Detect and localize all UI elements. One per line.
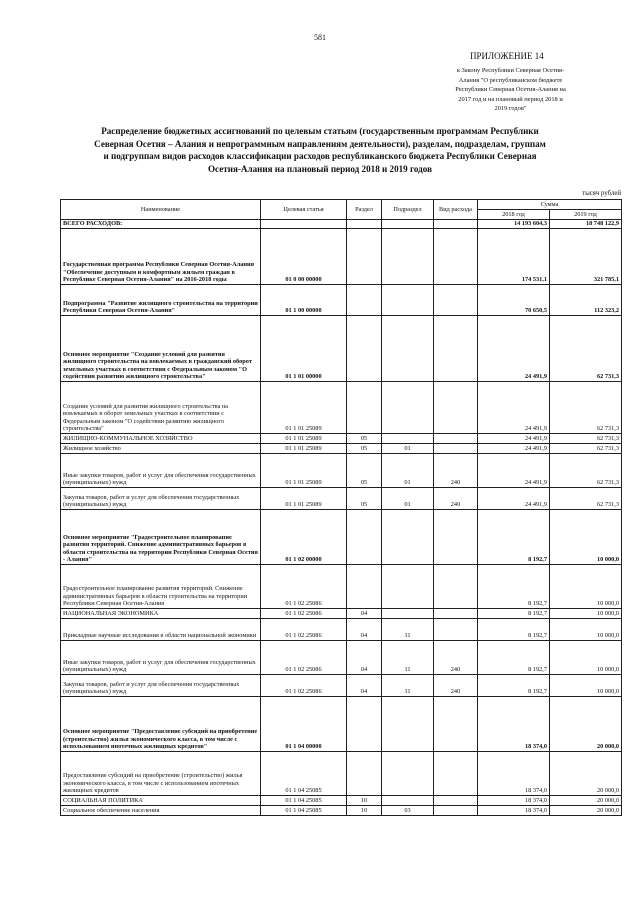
cell-subsection: 11	[382, 619, 434, 641]
cell-target-code: 01 1 01 25089	[261, 488, 347, 510]
cell-name: Градостроительное планирование развития территорий. Снижение административных барьеров в области строительства на территории Республики Северная Осетия-Алания	[61, 565, 261, 609]
cell-name: Жилищное хозяйство	[61, 444, 261, 454]
cell-subsection: 11	[382, 675, 434, 697]
cell-amount-2018: 24 491,9	[478, 382, 550, 434]
cell-amount-2019: 62 731,3	[550, 454, 622, 488]
cell-expense-type	[434, 609, 478, 619]
column-header-name: Наименование	[61, 200, 261, 220]
cell-amount-2019: 62 731,3	[550, 316, 622, 382]
table-row	[61, 806, 622, 816]
cell-subsection	[382, 382, 434, 434]
cell-expense-type	[434, 229, 478, 285]
cell-name: НАЦИОНАЛЬНАЯ ЭКОНОМИКА	[61, 609, 261, 619]
cell-subsection: 01	[382, 454, 434, 488]
cell-target-code: 01 1 01 25089	[261, 444, 347, 454]
cell-section: 05	[347, 434, 382, 444]
cell-section: 04	[347, 619, 382, 641]
cell-section	[347, 285, 382, 316]
table-row	[61, 444, 622, 454]
cell-target-code: 01 1 04 25085	[261, 752, 347, 796]
cell-name: Государственная программа Республики Северная Осетия-Алания "Обеспечение доступным и комфортным жильем граждан в Республике Северная Осетия-Алания" на 2016-2018 годы	[61, 229, 261, 285]
cell-section: 04	[347, 609, 382, 619]
column-header-year-2019: 2019 год	[550, 210, 622, 220]
cell-name: СОЦИАЛЬНАЯ ПОЛИТИКА	[61, 796, 261, 806]
cell-target-code: 01 1 01 25089	[261, 454, 347, 488]
cell-subsection	[382, 565, 434, 609]
column-header-target: Целевая статья	[261, 200, 347, 220]
cell-expense-type	[434, 796, 478, 806]
cell-subsection	[382, 316, 434, 382]
table-row	[61, 641, 622, 675]
cell-expense-type: 240	[434, 675, 478, 697]
table-row	[61, 316, 622, 382]
cell-name: Закупка товаров, работ и услуг для обеспечения государственных (муниципальных) нужд	[61, 675, 261, 697]
cell-target-code: 01 1 02 25086	[261, 565, 347, 609]
cell-name: Прикладные научные исследования в области национальной экономики	[61, 619, 261, 641]
cell-expense-type	[434, 752, 478, 796]
cell-name: ВСЕГО РАСХОДОВ:	[61, 220, 261, 229]
table-row	[61, 229, 622, 285]
cell-section: 04	[347, 641, 382, 675]
column-header-year-2018: 2018 год	[478, 210, 550, 220]
appendix-title: ПРИЛОЖЕНИЕ 14	[470, 51, 544, 61]
cell-amount-2018: 8 192,7	[478, 675, 550, 697]
cell-section	[347, 229, 382, 285]
cell-target-code: 01 1 01 25089	[261, 382, 347, 434]
cell-amount-2019: 10 000,0	[550, 510, 622, 565]
cell-expense-type	[434, 444, 478, 454]
table-row	[61, 488, 622, 510]
cell-target-code: 01 1 02 25086	[261, 675, 347, 697]
cell-expense-type	[434, 285, 478, 316]
column-header-section: Раздел	[347, 200, 382, 220]
cell-amount-2019: 62 731,3	[550, 434, 622, 444]
cell-target-code: 01 1 04 25085	[261, 796, 347, 806]
table-row	[61, 285, 622, 316]
cell-section: 05	[347, 444, 382, 454]
cell-subsection	[382, 434, 434, 444]
cell-name: ЖИЛИЩНО-КОММУНАЛЬНОЕ ХОЗЯЙСТВО	[61, 434, 261, 444]
table-row	[61, 619, 622, 641]
cell-amount-2019: 10 000,0	[550, 619, 622, 641]
cell-name: Подпрограмма "Развитие жилищного строительства на территории Республики Северная Осетия-Алания"	[61, 285, 261, 316]
cell-amount-2018: 24 491,9	[478, 488, 550, 510]
cell-target-code: 01 1 01 25089	[261, 434, 347, 444]
cell-section: 05	[347, 488, 382, 510]
cell-subsection	[382, 510, 434, 565]
table-row	[61, 454, 622, 488]
cell-section: 10	[347, 796, 382, 806]
cell-expense-type	[434, 316, 478, 382]
cell-target-code: 01 1 02 25086	[261, 641, 347, 675]
cell-subsection	[382, 220, 434, 229]
table-row	[61, 752, 622, 796]
cell-section	[347, 565, 382, 609]
cell-target-code: 01 1 00 00000	[261, 285, 347, 316]
cell-section: 05	[347, 454, 382, 488]
cell-target-code	[261, 220, 347, 229]
cell-target-code: 01 1 02 25086	[261, 609, 347, 619]
cell-subsection: 11	[382, 641, 434, 675]
table-body	[61, 220, 622, 816]
cell-amount-2018: 24 491,9	[478, 444, 550, 454]
cell-amount-2019: 62 731,3	[550, 444, 622, 454]
table-row	[61, 796, 622, 806]
cell-amount-2018: 14 193 604,3	[478, 220, 550, 229]
cell-amount-2019: 18 748 122,9	[550, 220, 622, 229]
cell-amount-2018: 8 192,7	[478, 510, 550, 565]
cell-name: Создание условий для развития жилищного строительства на вовлекаемых в оборот земельных участках в соответствии с Федеральным законом "О содействии развитию жилищного строительства"	[61, 382, 261, 434]
cell-amount-2019: 321 785,1	[550, 229, 622, 285]
cell-amount-2018: 18 374,0	[478, 752, 550, 796]
page-number: 581	[314, 33, 326, 42]
appendix-reference-line: к Закону Республики Северная Осетия-	[456, 67, 565, 74]
cell-amount-2019: 112 323,2	[550, 285, 622, 316]
document-heading	[52, 125, 588, 175]
cell-amount-2019: 20 000,0	[550, 796, 622, 806]
cell-amount-2018: 18 374,0	[478, 796, 550, 806]
cell-amount-2018: 24 491,9	[478, 316, 550, 382]
cell-amount-2019: 20 000,0	[550, 697, 622, 752]
cell-name: Основное мероприятие "Создание условий для развития жилищного строительства на вовлекаемых в гражданский оборот земельных участках в соответствии с Федеральным законом "О содействии развитию жилищного строительства"	[61, 316, 261, 382]
cell-section	[347, 220, 382, 229]
cell-subsection	[382, 796, 434, 806]
cell-amount-2019: 62 731,3	[550, 382, 622, 434]
table-header	[61, 200, 622, 220]
cell-amount-2018: 8 192,7	[478, 619, 550, 641]
cell-section	[347, 382, 382, 434]
cell-section	[347, 316, 382, 382]
cell-amount-2019: 20 000,0	[550, 806, 622, 816]
cell-amount-2019: 10 000,0	[550, 609, 622, 619]
appendix-reference-line: Республики Северная Осетия-Алания на	[455, 86, 566, 94]
cell-expense-type: 240	[434, 488, 478, 510]
units-label: тысяч рублей	[582, 190, 621, 197]
cell-section	[347, 697, 382, 752]
table-row	[61, 675, 622, 697]
cell-amount-2018: 24 491,9	[478, 454, 550, 488]
cell-subsection	[382, 285, 434, 316]
table-row	[61, 565, 622, 609]
cell-subsection	[382, 752, 434, 796]
cell-amount-2019: 10 000,0	[550, 675, 622, 697]
table-row	[61, 697, 622, 752]
table-row	[61, 382, 622, 434]
column-header-sum: Сумма	[478, 200, 622, 210]
cell-target-code: 01 1 04 00000	[261, 697, 347, 752]
cell-subsection: 01	[382, 444, 434, 454]
cell-name: Иные закупки товаров, работ и услуг для обеспечения государственных (муниципальных) нужд	[61, 454, 261, 488]
cell-name: Предоставление субсидий на приобретение (строительство) жилья экономического класса, в том числе с использованием ипотечных жилищных кредитов	[61, 752, 261, 796]
appendix-reference-line: Алания "О республиканском бюджете	[458, 76, 563, 84]
table-row	[61, 434, 622, 444]
table-row	[61, 220, 622, 229]
appendix-reference-line: 2017 год и на плановый период 2018 и	[458, 95, 563, 103]
cell-section	[347, 752, 382, 796]
cell-name: Иные закупки товаров, работ и услуг для обеспечения государственных (муниципальных) нужд	[61, 641, 261, 675]
table-row	[61, 609, 622, 619]
cell-subsection: 03	[382, 806, 434, 816]
cell-expense-type	[434, 697, 478, 752]
cell-expense-type	[434, 220, 478, 229]
cell-amount-2019: 20 000,0	[550, 752, 622, 796]
cell-section	[347, 510, 382, 565]
cell-name: Основное мероприятие "Предоставление субсидий на приобретение (строительство) жилья экономического класса, в том числе с использованием ипотечных жилищных кредитов"	[61, 697, 261, 752]
cell-expense-type: 240	[434, 454, 478, 488]
cell-section: 04	[347, 675, 382, 697]
appendix-reference	[428, 66, 593, 114]
budget-table	[60, 199, 622, 816]
cell-target-code: 01 1 04 25085	[261, 806, 347, 816]
cell-expense-type	[434, 806, 478, 816]
cell-amount-2018: 18 374,0	[478, 697, 550, 752]
column-header-expense-type: Вид расхода	[434, 200, 478, 220]
cell-target-code: 01 1 01 00000	[261, 316, 347, 382]
cell-amount-2018: 8 192,7	[478, 641, 550, 675]
cell-subsection	[382, 229, 434, 285]
cell-section: 10	[347, 806, 382, 816]
cell-expense-type	[434, 619, 478, 641]
cell-amount-2018: 70 650,5	[478, 285, 550, 316]
cell-amount-2019: 62 731,3	[550, 488, 622, 510]
cell-name: Социальное обеспечение населения	[61, 806, 261, 816]
heading-line: Распределение бюджетных ассигнований по целевым статьям (государственным программам Республики	[101, 126, 539, 136]
cell-expense-type	[434, 510, 478, 565]
cell-target-code: 01 0 00 00000	[261, 229, 347, 285]
heading-line: Северная Осетия – Алания и непрограммным направлениям деятельности), разделам, подразделам, группам	[94, 138, 546, 149]
cell-target-code: 01 1 02 00000	[261, 510, 347, 565]
heading-line: и подгруппам видов расходов классификации расходов республиканского бюджета Республики Северная	[103, 151, 537, 161]
cell-name: Основное мероприятие "Градостроительное планирование развития территорий. Снижение административных барьеров в области строительства на территории Республики Северная Осетия - Алания"	[61, 510, 261, 565]
cell-amount-2018: 24 491,9	[478, 434, 550, 444]
cell-expense-type: 240	[434, 641, 478, 675]
cell-expense-type	[434, 565, 478, 609]
cell-subsection	[382, 609, 434, 619]
cell-subsection	[382, 697, 434, 752]
cell-subsection: 01	[382, 488, 434, 510]
cell-amount-2019: 10 000,0	[550, 565, 622, 609]
table-row	[61, 510, 622, 565]
cell-amount-2018: 18 374,0	[478, 806, 550, 816]
cell-amount-2019: 10 000,0	[550, 641, 622, 675]
column-header-subsection: Подраздел	[382, 200, 434, 220]
cell-amount-2018: 174 531,1	[478, 229, 550, 285]
cell-amount-2018: 8 192,7	[478, 609, 550, 619]
cell-amount-2018: 8 192,7	[478, 565, 550, 609]
appendix-reference-line: 2019 годов"	[494, 105, 527, 113]
cell-expense-type	[434, 434, 478, 444]
heading-line: Осетия-Алания на плановый период 2018 и 2019 годов	[207, 163, 433, 174]
cell-target-code: 01 1 02 25086	[261, 619, 347, 641]
cell-name: Закупка товаров, работ и услуг для обеспечения государственных (муниципальных) нужд	[61, 488, 261, 510]
cell-expense-type	[434, 382, 478, 434]
